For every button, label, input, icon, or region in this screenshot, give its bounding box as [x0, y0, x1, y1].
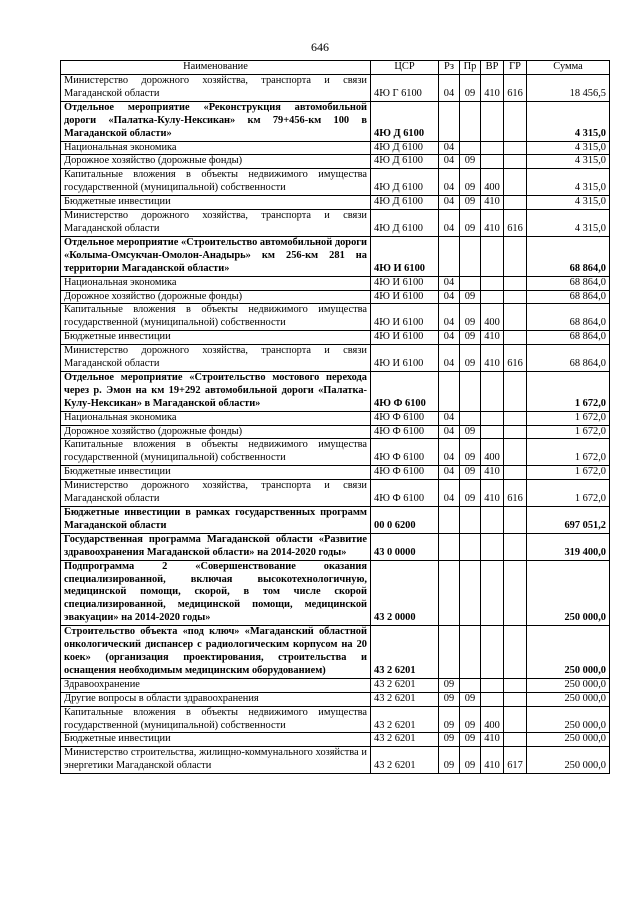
cell-vr: 400	[481, 169, 504, 196]
cell-rz: 04	[439, 290, 460, 304]
cell-vr: 400	[481, 439, 504, 466]
cell-rz	[439, 626, 460, 679]
cell-vr	[481, 425, 504, 439]
cell-name: Национальная экономика	[61, 141, 371, 155]
cell-sum: 250 000,0	[527, 678, 610, 692]
cell-rz: 04	[439, 439, 460, 466]
cell-gr: 616	[504, 480, 527, 507]
table-row	[61, 101, 610, 141]
cell-csr: 4Ю И 6100	[371, 290, 439, 304]
cell-sum: 68 864,0	[527, 304, 610, 331]
cell-pr	[460, 533, 481, 560]
cell-csr: 4Ю И 6100	[371, 345, 439, 372]
cell-csr: 4Ю Ф 6100	[371, 466, 439, 480]
cell-name: Бюджетные инвестиции в рамках государственных программ Магаданской области	[61, 507, 371, 534]
cell-gr	[504, 236, 527, 276]
cell-sum: 250 000,0	[527, 747, 610, 774]
cell-csr: 4Ю Ф 6100	[371, 425, 439, 439]
cell-gr	[504, 371, 527, 411]
cell-name: Отдельное мероприятие «Строительство автомобильной дороги «Колыма-Омсукчан-Омолон-Анадырь» км 256-км 281 на территории Магаданской области»	[61, 236, 371, 276]
cell-vr	[481, 236, 504, 276]
table-row	[61, 304, 610, 331]
cell-sum: 4 315,0	[527, 155, 610, 169]
cell-name: Капитальные вложения в объекты недвижимого имущества государственной (муниципальной) собственности	[61, 439, 371, 466]
cell-pr: 09	[460, 169, 481, 196]
cell-csr: 4Ю Д 6100	[371, 101, 439, 141]
table-header-row	[61, 61, 610, 75]
cell-vr	[481, 533, 504, 560]
table-row	[61, 560, 610, 626]
cell-rz: 09	[439, 733, 460, 747]
cell-name: Другие вопросы в области здравоохранения	[61, 692, 371, 706]
cell-csr: 4Ю Ф 6100	[371, 371, 439, 411]
cell-pr: 09	[460, 155, 481, 169]
cell-pr: 09	[460, 210, 481, 237]
cell-pr: 09	[460, 196, 481, 210]
cell-csr: 00 0 6200	[371, 507, 439, 534]
cell-pr: 09	[460, 290, 481, 304]
cell-name: Государственная программа Магаданской области «Развитие здравоохранения Магаданской области» на 2014-2020 годы»	[61, 533, 371, 560]
cell-pr: 09	[460, 466, 481, 480]
cell-gr	[504, 141, 527, 155]
cell-vr	[481, 692, 504, 706]
cell-pr	[460, 371, 481, 411]
table-body	[61, 75, 610, 774]
header-rz: Рз	[439, 61, 460, 75]
cell-sum: 1 672,0	[527, 425, 610, 439]
cell-name: Капитальные вложения в объекты недвижимого имущества государственной (муниципальной) собственности	[61, 304, 371, 331]
cell-gr	[504, 678, 527, 692]
cell-vr: 400	[481, 706, 504, 733]
table-row	[61, 276, 610, 290]
cell-name: Министерство дорожного хозяйства, транспорта и связи Магаданской области	[61, 75, 371, 102]
cell-sum: 68 864,0	[527, 331, 610, 345]
cell-vr: 410	[481, 747, 504, 774]
cell-vr	[481, 678, 504, 692]
cell-pr: 09	[460, 331, 481, 345]
cell-name: Дорожное хозяйство (дорожные фонды)	[61, 425, 371, 439]
cell-name: Бюджетные инвестиции	[61, 196, 371, 210]
table-row	[61, 331, 610, 345]
table-row	[61, 371, 610, 411]
table-row	[61, 210, 610, 237]
cell-rz: 09	[439, 692, 460, 706]
table-row	[61, 290, 610, 304]
cell-csr: 43 2 6201	[371, 747, 439, 774]
header-sum: Сумма	[527, 61, 610, 75]
cell-pr	[460, 276, 481, 290]
cell-csr: 43 2 6201	[371, 692, 439, 706]
cell-csr: 4Ю И 6100	[371, 304, 439, 331]
cell-sum: 68 864,0	[527, 236, 610, 276]
table-row	[61, 345, 610, 372]
cell-pr: 09	[460, 304, 481, 331]
cell-sum: 1 672,0	[527, 466, 610, 480]
cell-sum: 1 672,0	[527, 439, 610, 466]
table-row	[61, 169, 610, 196]
cell-gr: 616	[504, 210, 527, 237]
cell-pr: 09	[460, 692, 481, 706]
cell-csr: 43 2 6201	[371, 626, 439, 679]
cell-pr	[460, 678, 481, 692]
cell-name: Капитальные вложения в объекты недвижимого имущества государственной (муниципальной) собственности	[61, 706, 371, 733]
cell-sum: 18 456,5	[527, 75, 610, 102]
cell-pr: 09	[460, 439, 481, 466]
cell-name: Министерство дорожного хозяйства, транспорта и связи Магаданской области	[61, 345, 371, 372]
cell-rz: 04	[439, 169, 460, 196]
cell-rz: 04	[439, 210, 460, 237]
cell-vr: 410	[481, 331, 504, 345]
cell-gr	[504, 169, 527, 196]
cell-gr: 617	[504, 747, 527, 774]
cell-gr	[504, 692, 527, 706]
cell-csr: 4Ю Д 6100	[371, 155, 439, 169]
table-row	[61, 439, 610, 466]
table-row	[61, 533, 610, 560]
page-number: 646	[311, 40, 329, 54]
cell-vr: 410	[481, 210, 504, 237]
cell-sum: 319 400,0	[527, 533, 610, 560]
cell-sum: 250 000,0	[527, 733, 610, 747]
cell-csr: 4Ю И 6100	[371, 276, 439, 290]
cell-rz: 04	[439, 276, 460, 290]
cell-sum: 1 672,0	[527, 411, 610, 425]
header-csr: ЦСР	[371, 61, 439, 75]
cell-gr	[504, 290, 527, 304]
cell-sum: 1 672,0	[527, 480, 610, 507]
cell-rz: 04	[439, 155, 460, 169]
cell-rz	[439, 560, 460, 626]
header-gr: ГР	[504, 61, 527, 75]
cell-name: Капитальные вложения в объекты недвижимого имущества государственной (муниципальной) собственности	[61, 169, 371, 196]
cell-pr: 09	[460, 425, 481, 439]
cell-name: Бюджетные инвестиции	[61, 331, 371, 345]
cell-sum: 250 000,0	[527, 706, 610, 733]
cell-name: Бюджетные инвестиции	[61, 733, 371, 747]
cell-csr: 4Ю Д 6100	[371, 141, 439, 155]
cell-gr	[504, 560, 527, 626]
cell-csr: 4Ю Ф 6100	[371, 411, 439, 425]
cell-vr	[481, 560, 504, 626]
cell-vr: 410	[481, 345, 504, 372]
cell-sum: 250 000,0	[527, 692, 610, 706]
cell-sum: 697 051,2	[527, 507, 610, 534]
cell-csr: 4Ю Г 6100	[371, 75, 439, 102]
table-row	[61, 196, 610, 210]
cell-name: Дорожное хозяйство (дорожные фонды)	[61, 290, 371, 304]
cell-sum: 250 000,0	[527, 626, 610, 679]
cell-rz	[439, 507, 460, 534]
cell-vr: 410	[481, 466, 504, 480]
cell-vr	[481, 290, 504, 304]
cell-name: Строительство объекта «под ключ» «Магаданский областной онкологический диспансер с радиологическим корпусом на 20 коек» (организация проектирования, строительства и оснащения необходимым медицинским оборудованием)	[61, 626, 371, 679]
cell-vr: 410	[481, 75, 504, 102]
cell-gr: 616	[504, 345, 527, 372]
cell-pr	[460, 507, 481, 534]
cell-gr: 616	[504, 75, 527, 102]
cell-sum: 1 672,0	[527, 371, 610, 411]
cell-sum: 250 000,0	[527, 560, 610, 626]
cell-sum: 68 864,0	[527, 276, 610, 290]
cell-vr	[481, 141, 504, 155]
cell-name: Бюджетные инвестиции	[61, 466, 371, 480]
cell-vr	[481, 371, 504, 411]
cell-csr: 43 2 6201	[371, 678, 439, 692]
cell-gr	[504, 196, 527, 210]
cell-sum: 68 864,0	[527, 345, 610, 372]
cell-rz: 04	[439, 345, 460, 372]
cell-pr: 09	[460, 480, 481, 507]
cell-pr: 09	[460, 75, 481, 102]
cell-vr	[481, 507, 504, 534]
table-row	[61, 692, 610, 706]
cell-rz	[439, 533, 460, 560]
cell-vr: 410	[481, 733, 504, 747]
cell-rz: 04	[439, 466, 460, 480]
cell-vr	[481, 101, 504, 141]
cell-name: Министерство строительства, жилищно-коммунального хозяйства и энергетики Магаданской области	[61, 747, 371, 774]
cell-rz: 04	[439, 141, 460, 155]
table-row	[61, 706, 610, 733]
table-row	[61, 507, 610, 534]
cell-csr: 4Ю Д 6100	[371, 196, 439, 210]
header-pr: Пр	[460, 61, 481, 75]
table-row	[61, 141, 610, 155]
table-row	[61, 733, 610, 747]
cell-vr: 410	[481, 480, 504, 507]
cell-gr	[504, 439, 527, 466]
cell-rz: 04	[439, 196, 460, 210]
cell-gr	[504, 533, 527, 560]
cell-name: Национальная экономика	[61, 411, 371, 425]
cell-sum: 4 315,0	[527, 169, 610, 196]
cell-rz: 04	[439, 75, 460, 102]
table-row	[61, 155, 610, 169]
cell-name: Министерство дорожного хозяйства, транспорта и связи Магаданской области	[61, 210, 371, 237]
cell-gr	[504, 101, 527, 141]
cell-vr	[481, 155, 504, 169]
cell-gr	[504, 276, 527, 290]
cell-pr	[460, 101, 481, 141]
cell-pr	[460, 141, 481, 155]
cell-gr	[504, 706, 527, 733]
cell-gr	[504, 626, 527, 679]
cell-name: Отдельное мероприятие «Реконструкция автомобильной дороги «Палатка-Кулу-Нексикан» км 79+456-км 100 в Магаданской области»	[61, 101, 371, 141]
cell-gr	[504, 155, 527, 169]
table-row	[61, 480, 610, 507]
cell-rz: 09	[439, 747, 460, 774]
cell-pr: 09	[460, 747, 481, 774]
cell-vr: 400	[481, 304, 504, 331]
table-row	[61, 678, 610, 692]
table-row	[61, 626, 610, 679]
cell-gr	[504, 507, 527, 534]
cell-name: Дорожное хозяйство (дорожные фонды)	[61, 155, 371, 169]
cell-name: Министерство дорожного хозяйства, транспорта и связи Магаданской области	[61, 480, 371, 507]
cell-pr: 09	[460, 733, 481, 747]
cell-rz: 04	[439, 411, 460, 425]
cell-name: Национальная экономика	[61, 276, 371, 290]
cell-csr: 4Ю Д 6100	[371, 210, 439, 237]
header-vr: ВР	[481, 61, 504, 75]
cell-gr	[504, 733, 527, 747]
cell-vr	[481, 626, 504, 679]
cell-rz: 04	[439, 331, 460, 345]
cell-sum: 4 315,0	[527, 196, 610, 210]
cell-gr	[504, 411, 527, 425]
cell-rz	[439, 371, 460, 411]
cell-name: Отдельное мероприятие «Строительство мостового перехода через р. Эмон на км 19+292 автомобильной дороги «Палатка-Кулу-Нексикан» в Магаданской области»	[61, 371, 371, 411]
cell-rz	[439, 236, 460, 276]
cell-pr	[460, 236, 481, 276]
cell-pr	[460, 411, 481, 425]
cell-gr	[504, 425, 527, 439]
budget-table	[60, 60, 610, 774]
cell-pr: 09	[460, 345, 481, 372]
cell-vr	[481, 411, 504, 425]
cell-name: Здравоохранение	[61, 678, 371, 692]
cell-name: Подпрограмма 2 «Совершенствование оказания специализированной, включая высокотехнологичную, медицинской помощи, скорой, в том числе скорой специализированной, медицинской помощи, медицинской эвакуации» на 2014-2020 годы»	[61, 560, 371, 626]
cell-csr: 4Ю Ф 6100	[371, 439, 439, 466]
table-row	[61, 411, 610, 425]
table-row	[61, 425, 610, 439]
cell-pr: 09	[460, 706, 481, 733]
cell-rz: 04	[439, 480, 460, 507]
cell-sum: 68 864,0	[527, 290, 610, 304]
cell-pr	[460, 626, 481, 679]
cell-vr	[481, 276, 504, 290]
header-name: Наименование	[61, 61, 371, 75]
table-row	[61, 236, 610, 276]
cell-rz: 04	[439, 425, 460, 439]
cell-csr: 4Ю И 6100	[371, 331, 439, 345]
cell-gr	[504, 466, 527, 480]
cell-sum: 4 315,0	[527, 141, 610, 155]
cell-csr: 4Ю И 6100	[371, 236, 439, 276]
cell-pr	[460, 560, 481, 626]
cell-csr: 43 2 6201	[371, 706, 439, 733]
cell-rz: 04	[439, 304, 460, 331]
cell-csr: 4Ю Ф 6100	[371, 480, 439, 507]
cell-rz: 09	[439, 706, 460, 733]
table-row	[61, 466, 610, 480]
cell-csr: 43 2 0000	[371, 560, 439, 626]
cell-csr: 43 2 6201	[371, 733, 439, 747]
cell-rz	[439, 101, 460, 141]
table-row	[61, 75, 610, 102]
cell-vr: 410	[481, 196, 504, 210]
cell-rz: 09	[439, 678, 460, 692]
cell-sum: 4 315,0	[527, 210, 610, 237]
cell-gr	[504, 304, 527, 331]
cell-csr: 43 0 0000	[371, 533, 439, 560]
cell-gr	[504, 331, 527, 345]
table-row	[61, 747, 610, 774]
cell-sum: 4 315,0	[527, 101, 610, 141]
cell-csr: 4Ю Д 6100	[371, 169, 439, 196]
